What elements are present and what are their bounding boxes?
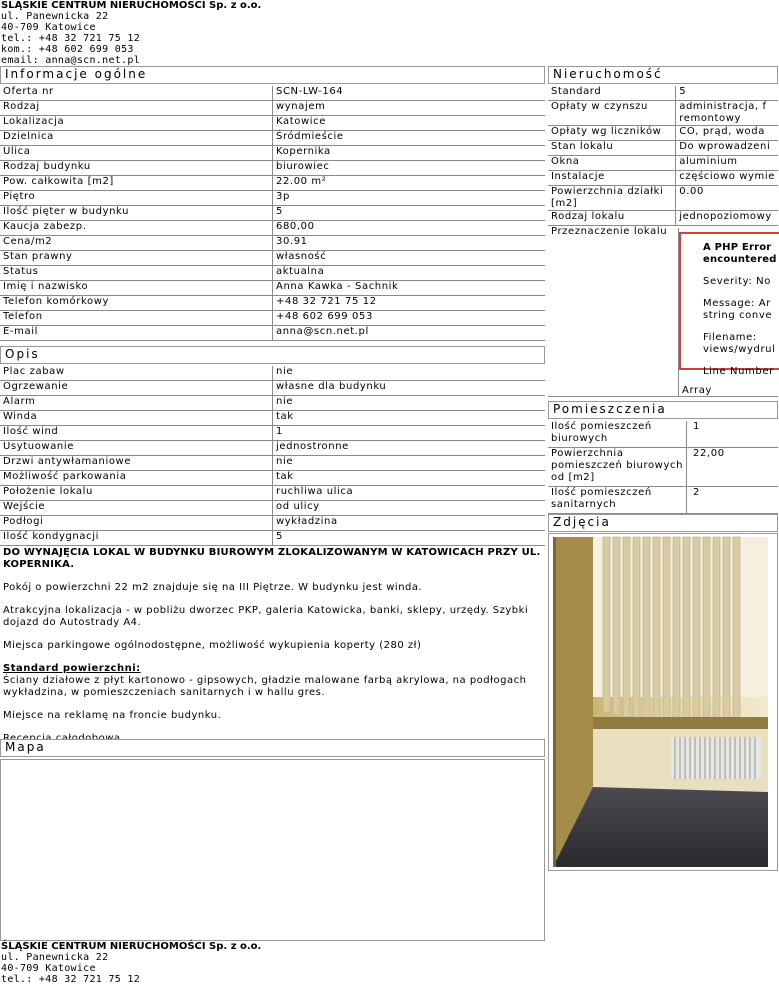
field-label [548,487,686,514]
field-label [548,156,675,171]
field-value [272,161,545,176]
field-value-text: CO, prąd, woda [679,126,765,137]
field-label-text: Okna [551,156,580,167]
field-value-text: 1 [693,421,700,432]
general-info-row [0,251,545,266]
general-info-row [0,281,545,296]
field-label-text: Wejście [3,501,46,512]
field-value [686,448,778,487]
field-label-text: Drzwi antywłamaniowe [3,456,132,467]
field-value [272,441,545,456]
field-value [272,471,545,486]
field-value-text: wykładzina [276,516,338,527]
field-label-text: Powierzchnia działki [551,186,664,197]
field-label [0,146,272,161]
error-message: Message: Ar [703,298,771,309]
standard-text: Ściany działowe z płyt kartonowo - gipsowych, gładzie malowane farbą akrylowa, na podłogach wykładzina, w pomieszczeniach sanitarnych i w hallu gres. [3,675,527,698]
field-label [0,101,272,116]
field-value-text: Katowice [276,116,326,127]
field-label-text: Przeznaczenie lokalu [551,226,668,237]
field-value-text: Anna Kawka - Sachnik [276,281,399,292]
field-value [272,531,545,546]
field-label-text: Alarm [3,396,36,407]
field-value [272,381,545,396]
field-label-text: Pow. całkowita [m2] [3,176,114,187]
general-info-row [0,161,545,176]
field-label-text: Winda [3,411,38,422]
field-value-text: jednostronne [276,441,349,452]
field-label [548,101,675,126]
error-line: Line Number [703,366,774,377]
error-filename: views/wydrul [703,344,776,355]
map-area[interactable] [0,759,545,941]
field-label [0,116,272,131]
general-info-row [0,176,545,191]
field-label-text: Lokalizacja [3,116,65,127]
company-header [1,0,261,66]
field-label [0,396,272,411]
description-paragraph: Miejsce na reklamę na froncie budynku. [3,710,222,721]
field-value [272,326,545,341]
field-label-text: Położenie lokalu [3,486,93,497]
field-label [0,236,272,251]
property-row [548,186,778,211]
field-value-text: nie [276,366,294,377]
field-label-text: Opłaty w czynszu [551,101,648,112]
field-value [272,221,545,236]
property-row [548,211,778,226]
field-label [0,441,272,456]
field-label-text: pomieszczeń biurowych [551,460,684,471]
field-label-text: Ogrzewanie [3,381,69,392]
general-info-table [0,86,545,341]
description-paragraph: Miejsca parkingowe ogólnodostępne, możliwość wykupienia koperty (280 zł) [3,640,422,651]
field-label-text: Standard [551,86,602,97]
section-title-pomieszczenia: Pomieszczenia [548,401,778,419]
field-value-text: 5 [679,86,687,97]
offer-description [3,547,543,756]
field-value [272,486,545,501]
field-label-text: Telefon [3,311,43,322]
property-row [548,171,778,186]
field-value-text: 30.91 [276,236,308,247]
field-label [0,366,272,381]
field-label-text: E-mail [3,326,38,337]
property-row [548,126,778,141]
field-label-text: Instalacje [551,171,605,182]
field-value-text: Śródmieście [276,131,344,142]
field-label [0,531,272,546]
field-label-text: Ilość pomieszczeń [551,421,652,432]
company-city: 40-709 Katowice [1,22,96,33]
field-label-text: [m2] [551,198,578,209]
general-info-row [0,191,545,206]
section-title-zdjecia: Zdjęcia [548,514,778,532]
opis-row [0,531,545,546]
field-value-text: 1 [276,426,283,437]
field-value-text: +48 32 721 75 12 [276,296,377,307]
field-value [272,366,545,381]
room-row [548,487,778,514]
field-label [548,211,675,226]
field-value [272,501,545,516]
field-value-text: administracja, f [679,101,767,112]
field-label-text: Stan prawny [3,251,73,262]
field-value-text: 2 [693,487,700,498]
field-label [548,421,686,448]
divider [548,396,778,397]
opis-row [0,396,545,411]
field-value-text: nie [276,396,294,407]
field-value-text: od ulicy [276,501,320,512]
field-value [272,396,545,411]
field-label [0,161,272,176]
general-info-row [0,311,545,326]
field-label-text: Ilość pięter w budynku [3,206,130,217]
field-label [0,381,272,396]
field-value [272,516,545,531]
field-value-text: częściowo wymie [679,171,775,182]
field-value-text: 5 [276,531,283,542]
field-label [0,426,272,441]
field-value [272,236,545,251]
field-label-text: Ilość pomieszczeń [551,487,652,498]
field-label [548,141,675,156]
section-title-mapa: Mapa [0,739,545,757]
field-label-text: Imię i nazwisko [3,281,89,292]
field-label-text: Rodzaj budynku [3,161,91,172]
company-email: email: anna@scn.net.pl [1,55,141,66]
field-label-text: Rodzaj [3,101,40,112]
opis-table [0,366,545,546]
opis-row [0,411,545,426]
description-paragraph: Atrakcyjna lokalizacja - w pobliżu dworzec PKP, galeria Katowicka, banki, sklepy, urzędy. Szybki dojazd do Autostrady A4. [3,605,529,628]
error-message: string conve [703,310,773,321]
field-value [675,141,778,156]
field-value-text: aktualna [276,266,325,277]
general-info-row [0,266,545,281]
company-name: ŚLĄSKIE CENTRUM NIERUCHOMOŚCI Sp. z o.o. [1,0,262,11]
field-value-text: 5 [276,206,283,217]
field-value-text: Do wprowadzeni [679,141,771,152]
field-value [272,176,545,191]
general-info-row [0,326,545,341]
field-value-text: biurowiec [276,161,330,172]
general-info-row [0,221,545,236]
field-value-text: własne dla budynku [276,381,387,392]
field-value-text: jednopoziomowy [679,211,772,222]
field-label [548,171,675,186]
field-value-text: 22.00 m² [276,176,327,187]
field-label-text: sanitarnych [551,499,617,510]
field-value [675,156,778,171]
opis-row [0,381,545,396]
field-label [0,251,272,266]
footer-address: ul. Panewnicka 22 [1,952,109,963]
description-standard [3,663,543,699]
general-info-row [0,131,545,146]
field-label [0,456,272,471]
field-value [686,421,778,448]
field-value [675,101,778,126]
field-value [675,86,778,101]
field-label [0,471,272,486]
field-value-text: ruchliwa ulica [276,486,354,497]
field-value-text: 3p [276,191,290,202]
field-value-text: remontowy [679,113,742,124]
section-title-opis: Opis [0,346,545,364]
field-value [675,211,778,226]
field-label [548,126,675,141]
property-row [548,101,778,126]
field-label [0,86,272,101]
field-value-text: aluminium [679,156,738,167]
field-value [272,426,545,441]
field-label [0,326,272,341]
general-info-row [0,116,545,131]
field-value [272,311,545,326]
field-label-text: Dzielnica [3,131,54,142]
field-value [272,191,545,206]
property-row [548,156,778,171]
field-label-text: Powierzchnia [551,448,624,459]
field-value-text: 680,00 [276,221,315,232]
field-label [548,226,675,240]
property-row [548,141,778,156]
field-label-text: Status [3,266,39,277]
section-title-nieruchomosc: Nieruchomość [548,66,778,84]
opis-row [0,471,545,486]
field-value [272,206,545,221]
opis-row [0,486,545,501]
field-label-text: Kaucja zabezp. [3,221,87,232]
field-label-text: Ulica [3,146,31,157]
field-value-text: 22,00 [693,448,725,459]
field-label-text: Ilość wind [3,426,59,437]
field-label-text: Piętro [3,191,36,202]
field-label [0,501,272,516]
general-info-row [0,86,545,101]
field-label [0,486,272,501]
opis-row [0,501,545,516]
field-value [272,296,545,311]
company-tel: tel.: +48 32 721 75 12 [1,33,141,44]
property-table [548,86,778,240]
error-severity: Severity: No [703,276,771,287]
field-label-text: Podłogi [3,516,44,527]
field-label [0,516,272,531]
field-label-text: Możliwość parkowania [3,471,127,482]
office-photo[interactable] [553,537,768,867]
field-label [0,296,272,311]
field-label [0,176,272,191]
field-label-text: Rodzaj lokalu [551,211,625,222]
field-label-text: biurowych [551,433,608,444]
php-error-box [679,232,779,377]
field-value-text: nie [276,456,294,467]
field-label [548,448,686,487]
general-info-row [0,146,545,161]
rooms-table [548,421,778,514]
field-label-text: Telefon komórkowy [3,296,110,307]
field-value [272,146,545,161]
field-label-text: Usytuowanie [3,441,74,452]
field-value [272,456,545,471]
field-label-text: Ilość kondygnacji [3,531,99,542]
footer-tel: tel.: +48 32 721 75 12 [1,974,141,985]
field-label [0,266,272,281]
footer-city: 40-709 Katowice [1,963,96,974]
opis-row [0,456,545,471]
field-value [675,126,778,141]
opis-row [0,441,545,456]
company-footer [1,941,261,985]
company-mobile: kom.: +48 602 699 053 [1,44,134,55]
field-value [272,251,545,266]
field-label [0,191,272,206]
error-title: A PHP Error [703,242,772,253]
field-label [0,206,272,221]
opis-row [0,366,545,381]
room-row [548,448,778,487]
field-value [272,101,545,116]
field-value-text: wynajem [276,101,326,112]
field-value [272,131,545,146]
field-label [0,131,272,146]
room-row [548,421,778,448]
field-label-text: Opłaty wg liczników [551,126,662,137]
footer-company-name: ŚLĄSKIE CENTRUM NIERUCHOMOŚCI Sp. z o.o. [1,941,262,952]
field-value-text: 0.00 [679,186,704,197]
property-row [548,86,778,101]
company-address: ul. Panewnicka 22 [1,11,109,22]
field-label [0,221,272,236]
general-info-row [0,296,545,311]
field-label-text: Stan lokalu [551,141,614,152]
field-label-text: Oferta nr [3,86,54,97]
field-value [675,186,778,211]
field-label-text: od [m2] [551,472,595,483]
field-value-text: Kopernika [276,146,331,157]
field-value [686,487,778,514]
field-value-text: +48 602 699 053 [276,311,373,322]
standard-label: Standard powierzchni: [3,663,141,674]
field-value [272,281,545,296]
error-title: encountered [703,254,777,265]
general-info-row [0,101,545,116]
general-info-row [0,236,545,251]
field-value [675,171,778,186]
section-title-general: Informacje ogólne [0,66,545,84]
field-value-text: tak [276,411,294,422]
field-value [272,86,545,101]
divider [678,228,679,396]
opis-row [0,426,545,441]
field-value [272,266,545,281]
field-label [0,311,272,326]
field-value-text: anna@scn.net.pl [276,326,369,337]
field-value-text: SCN-LW-164 [276,86,344,97]
field-label [548,186,675,211]
field-label [0,411,272,426]
field-value-text: własność [276,251,327,262]
field-value [272,116,545,131]
field-label-text: Cena/m2 [3,236,53,247]
description-headline: DO WYNAJĘCIA LOKAL W BUDYNKU BIUROWYM ZLOKALIZOWANYM W KATOWICACH PRZY UL. KOPERNIKA. [3,547,541,570]
opis-row [0,516,545,531]
field-value [272,411,545,426]
field-value-text: tak [276,471,294,482]
error-filename: Filename: [703,332,757,343]
field-label [0,281,272,296]
array-text: Array [682,385,712,396]
field-label-text: Plac zabaw [3,366,65,377]
field-label [548,86,675,101]
description-paragraph: Pokój o powierzchni 22 m2 znajduje się na III Piętrze. W budynku jest winda. [3,582,423,593]
general-info-row [0,206,545,221]
